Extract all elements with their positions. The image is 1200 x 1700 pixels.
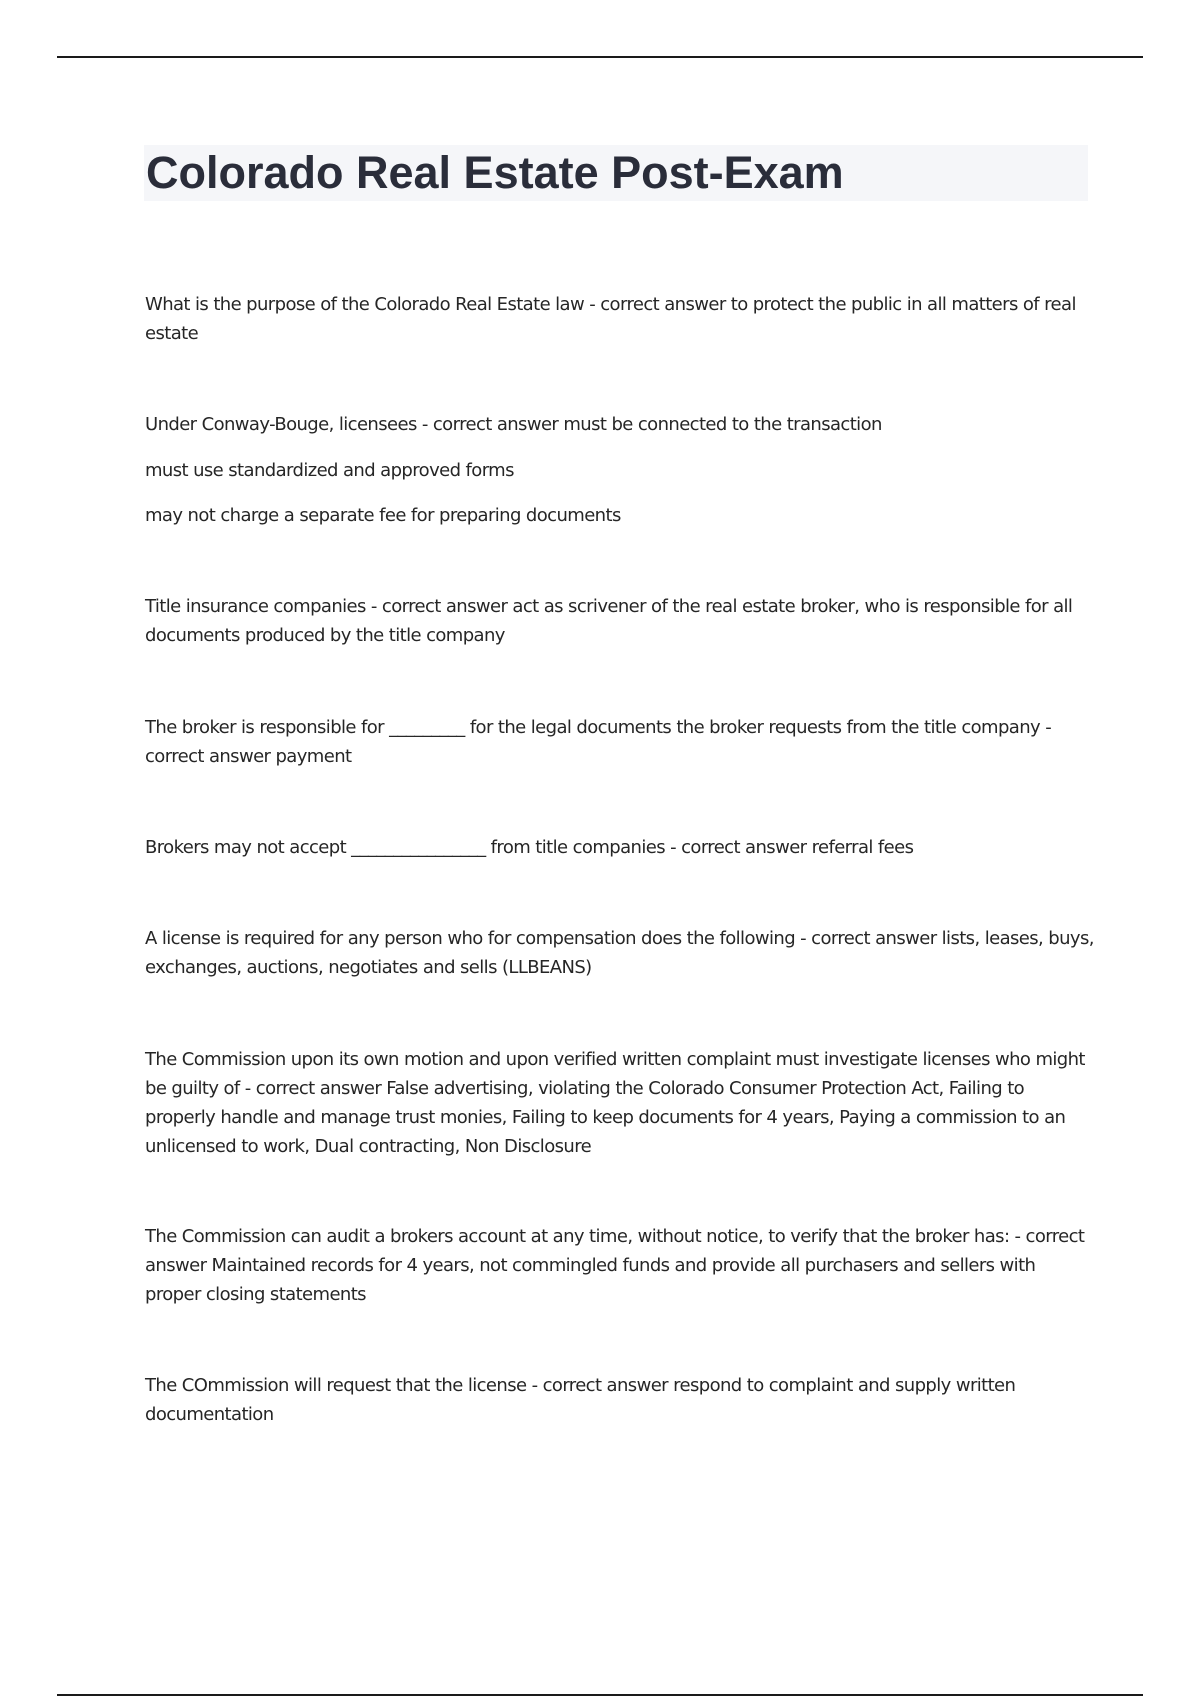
qa-item-commission-investigate: The Commission upon its own motion and upon verified written complaint must investigate licenses who might be guilty of - correct answer False advertising, violating the Colorado Consumer Protection Act, Failing to properly handle and manage trust monies, Failing to keep documents for 4 years, Paying a commission to an unlicensed to work, Dual contracting, Non Disclosure [145,1049,1085,1157]
qa-item-referral-fees: Brokers may not accept ________________ from title companies - correct answer referral fees [145,837,914,858]
bottom-rule [57,1694,1143,1696]
qa-item-commission-request: The COmmission will request that the license - correct answer respond to complaint and supply written documentation [145,1375,1016,1425]
top-rule [57,56,1143,58]
qa-item-license-required: A license is required for any person who for compensation does the following - correct answer lists, leases, buys, exchanges, auctions, negotiates and sells (LLBEANS) [145,928,1094,978]
qa-item-title-insurance: Title insurance companies - correct answer act as scrivener of the real estate broker, who is responsible for all documents produced by the title company [145,596,1073,646]
qa-item-purpose: What is the purpose of the Colorado Real Estate law - correct answer to protect the public in all matters of real estate [145,294,1076,344]
qa-item-conway-bouge-line-3: may not charge a separate fee for preparing documents [145,505,621,526]
qa-item-conway-bouge: Under Conway-Bouge, licensees - correct answer must be connected to the transaction [145,414,882,435]
page-title: Colorado Real Estate Post-Exam [146,147,844,198]
qa-item-conway-bouge-line-2: must use standardized and approved forms [145,460,514,481]
qa-item-commission-audit: The Commission can audit a brokers account at any time, without notice, to verify that the broker has: - correct answer Maintained records for 4 years, not commingled funds and provide all purchasers and sellers with proper closing statements [145,1226,1085,1305]
qa-item-broker-payment: The broker is responsible for _________ for the legal documents the broker requests from the title company - correct answer payment [145,717,1052,767]
